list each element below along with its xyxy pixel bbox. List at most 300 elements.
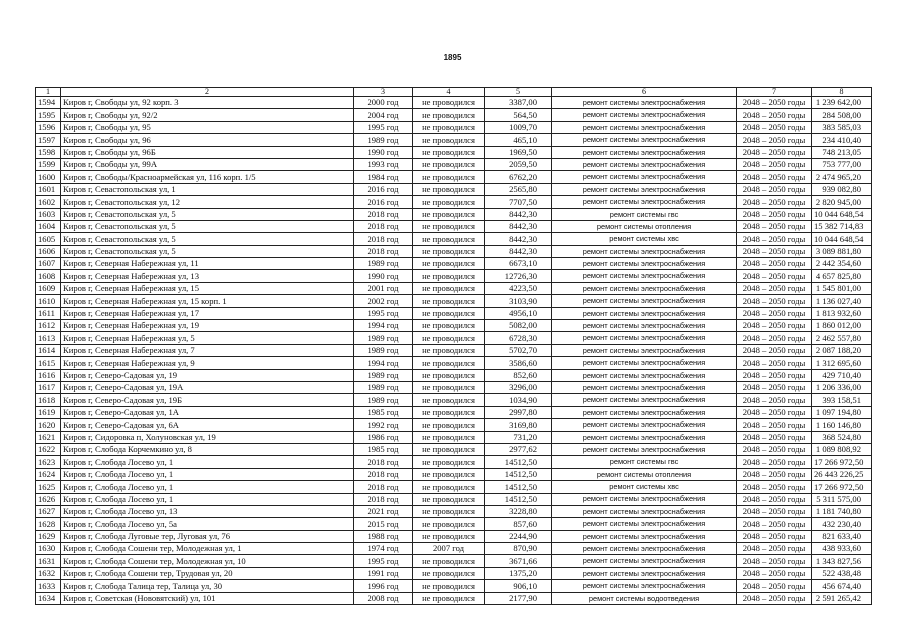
table-row	[36, 270, 872, 282]
planned-period-cell: 2048 – 2050 годы	[737, 109, 812, 121]
address-cell: Киров г, Северо-Садовая ул, 19А	[61, 381, 354, 393]
row-number-cell: 1603	[36, 208, 61, 220]
estimated-cost-cell: 5 311 575,00	[812, 493, 872, 505]
work-type-cell: ремонт системы гвс	[552, 208, 737, 220]
row-number-cell: 1615	[36, 357, 61, 369]
table-row	[36, 282, 872, 294]
total-area-cell: 5702,70	[485, 344, 552, 356]
work-type-cell: ремонт системы электроснабжения	[552, 245, 737, 257]
table-row	[36, 431, 872, 443]
total-area-cell: 857,60	[485, 518, 552, 530]
last-repair-year-cell: не проводился	[413, 146, 485, 158]
row-number-cell: 1618	[36, 394, 61, 406]
total-area-cell: 8442,30	[485, 245, 552, 257]
address-cell: Киров г, Северо-Садовая ул, 19	[61, 369, 354, 381]
work-type-cell: ремонт системы отопления	[552, 220, 737, 232]
table-row	[36, 505, 872, 517]
address-cell: Киров г, Северная Набережная ул, 13	[61, 270, 354, 282]
work-type-cell: ремонт системы электроснабжения	[552, 518, 737, 530]
work-type-cell: ремонт системы электроснабжения	[552, 332, 737, 344]
work-type-cell: ремонт системы электроснабжения	[552, 134, 737, 146]
last-repair-year-cell: не проводился	[413, 468, 485, 480]
estimated-cost-cell: 26 443 226,25	[812, 468, 872, 480]
estimated-cost-cell: 432 230,40	[812, 518, 872, 530]
total-area-cell: 3228,80	[485, 505, 552, 517]
planned-period-cell: 2048 – 2050 годы	[737, 406, 812, 418]
address-cell: Киров г, Слобода Сошени тер, Молодежная ул, 10	[61, 555, 354, 567]
address-cell: Киров г, Севастопольская ул, 5	[61, 233, 354, 245]
row-number-cell: 1629	[36, 530, 61, 542]
total-area-cell: 14512,50	[485, 493, 552, 505]
planned-period-cell: 2048 – 2050 годы	[737, 134, 812, 146]
estimated-cost-cell: 1 545 801,00	[812, 282, 872, 294]
total-area-cell: 6728,30	[485, 332, 552, 344]
column-number: 4	[413, 88, 485, 97]
row-number-cell: 1605	[36, 233, 61, 245]
column-number: 6	[552, 88, 737, 97]
table-row	[36, 518, 872, 530]
estimated-cost-cell: 429 710,40	[812, 369, 872, 381]
work-type-cell: ремонт системы хвс	[552, 481, 737, 493]
last-repair-year-cell: не проводился	[413, 394, 485, 406]
estimated-cost-cell: 748 213,05	[812, 146, 872, 158]
year-built-cell: 1992 год	[354, 419, 413, 431]
row-number-cell: 1632	[36, 567, 61, 579]
total-area-cell: 3671,66	[485, 555, 552, 567]
last-repair-year-cell: не проводился	[413, 320, 485, 332]
row-number-cell: 1613	[36, 332, 61, 344]
last-repair-year-cell: не проводился	[413, 208, 485, 220]
total-area-cell: 1009,70	[485, 121, 552, 133]
last-repair-year-cell: не проводился	[413, 97, 485, 109]
total-area-cell: 14512,50	[485, 456, 552, 468]
estimated-cost-cell: 1 089 808,92	[812, 443, 872, 455]
planned-period-cell: 2048 – 2050 годы	[737, 381, 812, 393]
last-repair-year-cell: 2007 год	[413, 543, 485, 555]
table-row	[36, 592, 872, 604]
work-type-cell: ремонт системы электроснабжения	[552, 530, 737, 542]
last-repair-year-cell: не проводился	[413, 555, 485, 567]
address-cell: Киров г, Севастопольская ул, 5	[61, 245, 354, 257]
year-built-cell: 1995 год	[354, 555, 413, 567]
last-repair-year-cell: не проводился	[413, 580, 485, 592]
address-cell: Киров г, Слобода Лосево ул, 1	[61, 468, 354, 480]
work-type-cell: ремонт системы электроснабжения	[552, 320, 737, 332]
year-built-cell: 2000 год	[354, 97, 413, 109]
table-row	[36, 97, 872, 109]
total-area-cell: 12726,30	[485, 270, 552, 282]
row-number-cell: 1597	[36, 134, 61, 146]
row-number-cell: 1625	[36, 481, 61, 493]
planned-period-cell: 2048 – 2050 годы	[737, 481, 812, 493]
estimated-cost-cell: 1 206 336,00	[812, 381, 872, 393]
estimated-cost-cell: 10 044 648,54	[812, 208, 872, 220]
address-cell: Киров г, Слобода Луговые тер, Луговая ул, 76	[61, 530, 354, 542]
address-cell: Киров г, Свободы ул, 99А	[61, 158, 354, 170]
planned-period-cell: 2048 – 2050 годы	[737, 208, 812, 220]
table-row	[36, 158, 872, 170]
work-type-cell: ремонт системы электроснабжения	[552, 357, 737, 369]
address-cell: Киров г, Севастопольская ул, 5	[61, 208, 354, 220]
total-area-cell: 1969,50	[485, 146, 552, 158]
estimated-cost-cell: 1 097 194,80	[812, 406, 872, 418]
year-built-cell: 2002 год	[354, 295, 413, 307]
planned-period-cell: 2048 – 2050 годы	[737, 493, 812, 505]
row-number-cell: 1600	[36, 171, 61, 183]
year-built-cell: 1990 год	[354, 270, 413, 282]
planned-period-cell: 2048 – 2050 годы	[737, 543, 812, 555]
address-cell: Киров г, Слобода Лосево ул, 5а	[61, 518, 354, 530]
last-repair-year-cell: не проводился	[413, 344, 485, 356]
last-repair-year-cell: не проводился	[413, 518, 485, 530]
last-repair-year-cell: не проводился	[413, 456, 485, 468]
table-row	[36, 121, 872, 133]
planned-period-cell: 2048 – 2050 годы	[737, 456, 812, 468]
table-row	[36, 134, 872, 146]
last-repair-year-cell: не проводился	[413, 233, 485, 245]
row-number-cell: 1628	[36, 518, 61, 530]
last-repair-year-cell: не проводился	[413, 481, 485, 493]
year-built-cell: 1985 год	[354, 406, 413, 418]
column-number: 3	[354, 88, 413, 97]
work-type-cell: ремонт системы электроснабжения	[552, 505, 737, 517]
row-number-cell: 1604	[36, 220, 61, 232]
address-cell: Киров г, Советская (Нововятский) ул, 101	[61, 592, 354, 604]
column-number: 7	[737, 88, 812, 97]
total-area-cell: 7707,50	[485, 196, 552, 208]
work-type-cell: ремонт системы электроснабжения	[552, 493, 737, 505]
row-number-cell: 1596	[36, 121, 61, 133]
total-area-cell: 4223,50	[485, 282, 552, 294]
work-type-cell: ремонт системы электроснабжения	[552, 543, 737, 555]
address-cell: Киров г, Северная Набережная ул, 17	[61, 307, 354, 319]
planned-period-cell: 2048 – 2050 годы	[737, 282, 812, 294]
year-built-cell: 2004 год	[354, 109, 413, 121]
last-repair-year-cell: не проводился	[413, 357, 485, 369]
total-area-cell: 852,60	[485, 369, 552, 381]
estimated-cost-cell: 234 410,40	[812, 134, 872, 146]
total-area-cell: 906,10	[485, 580, 552, 592]
year-built-cell: 1989 год	[354, 332, 413, 344]
total-area-cell: 3103,90	[485, 295, 552, 307]
work-type-cell: ремонт системы электроснабжения	[552, 146, 737, 158]
year-built-cell: 1985 год	[354, 443, 413, 455]
table-row	[36, 196, 872, 208]
total-area-cell: 8442,30	[485, 208, 552, 220]
row-number-cell: 1602	[36, 196, 61, 208]
last-repair-year-cell: не проводился	[413, 158, 485, 170]
year-built-cell: 1989 год	[354, 394, 413, 406]
address-cell: Киров г, Слобода Лосево ул, 1	[61, 493, 354, 505]
total-area-cell: 6762,20	[485, 171, 552, 183]
work-type-cell: ремонт системы электроснабжения	[552, 258, 737, 270]
year-built-cell: 1994 год	[354, 357, 413, 369]
work-type-cell: ремонт системы электроснабжения	[552, 431, 737, 443]
year-built-cell: 2018 год	[354, 493, 413, 505]
row-number-cell: 1622	[36, 443, 61, 455]
address-cell: Киров г, Северная Набережная ул, 19	[61, 320, 354, 332]
row-number-cell: 1623	[36, 456, 61, 468]
table-row	[36, 233, 872, 245]
estimated-cost-cell: 438 933,60	[812, 543, 872, 555]
address-cell: Киров г, Свободы ул, 95	[61, 121, 354, 133]
total-area-cell: 731,20	[485, 431, 552, 443]
table-row	[36, 493, 872, 505]
estimated-cost-cell: 456 674,40	[812, 580, 872, 592]
work-type-cell: ремонт системы электроснабжения	[552, 394, 737, 406]
last-repair-year-cell: не проводился	[413, 332, 485, 344]
work-type-cell: ремонт системы водоотведения	[552, 592, 737, 604]
table-row	[36, 419, 872, 431]
row-number-cell: 1612	[36, 320, 61, 332]
estimated-cost-cell: 753 777,00	[812, 158, 872, 170]
row-number-cell: 1617	[36, 381, 61, 393]
table-row	[36, 332, 872, 344]
last-repair-year-cell: не проводился	[413, 121, 485, 133]
address-cell: Киров г, Северо-Садовая ул, 6А	[61, 419, 354, 431]
row-number-cell: 1621	[36, 431, 61, 443]
table-row	[36, 543, 872, 555]
work-type-cell: ремонт системы электроснабжения	[552, 109, 737, 121]
table-body	[36, 97, 872, 605]
planned-period-cell: 2048 – 2050 годы	[737, 431, 812, 443]
row-number-cell: 1620	[36, 419, 61, 431]
total-area-cell: 2977,62	[485, 443, 552, 455]
year-built-cell: 2018 год	[354, 468, 413, 480]
column-number: 2	[61, 88, 354, 97]
total-area-cell: 14512,50	[485, 468, 552, 480]
estimated-cost-cell: 284 508,00	[812, 109, 872, 121]
total-area-cell: 465,10	[485, 134, 552, 146]
planned-period-cell: 2048 – 2050 годы	[737, 320, 812, 332]
table-row	[36, 456, 872, 468]
year-built-cell: 1989 год	[354, 369, 413, 381]
year-built-cell: 1989 год	[354, 344, 413, 356]
row-number-cell: 1630	[36, 543, 61, 555]
work-type-cell: ремонт системы электроснабжения	[552, 443, 737, 455]
row-number-cell: 1611	[36, 307, 61, 319]
estimated-cost-cell: 383 585,03	[812, 121, 872, 133]
address-cell: Киров г, Северная Набережная ул, 15 корп. 1	[61, 295, 354, 307]
last-repair-year-cell: не проводился	[413, 505, 485, 517]
year-built-cell: 1984 год	[354, 171, 413, 183]
table-row	[36, 171, 872, 183]
table-row	[36, 406, 872, 418]
last-repair-year-cell: не проводился	[413, 220, 485, 232]
work-type-cell: ремонт системы электроснабжения	[552, 295, 737, 307]
planned-period-cell: 2048 – 2050 годы	[737, 468, 812, 480]
planned-period-cell: 2048 – 2050 годы	[737, 592, 812, 604]
work-type-cell: ремонт системы электроснабжения	[552, 158, 737, 170]
planned-period-cell: 2048 – 2050 годы	[737, 394, 812, 406]
address-cell: Киров г, Свободы ул, 92/2	[61, 109, 354, 121]
page-number: 1895	[443, 53, 462, 62]
total-area-cell: 1375,20	[485, 567, 552, 579]
estimated-cost-cell: 3 089 881,80	[812, 245, 872, 257]
planned-period-cell: 2048 – 2050 годы	[737, 555, 812, 567]
estimated-cost-cell: 17 266 972,50	[812, 481, 872, 493]
row-number-cell: 1599	[36, 158, 61, 170]
table-row	[36, 381, 872, 393]
planned-period-cell: 2048 – 2050 годы	[737, 505, 812, 517]
last-repair-year-cell: не проводился	[413, 381, 485, 393]
last-repair-year-cell: не проводился	[413, 196, 485, 208]
estimated-cost-cell: 2 462 557,80	[812, 332, 872, 344]
work-type-cell: ремонт системы электроснабжения	[552, 381, 737, 393]
work-type-cell: ремонт системы электроснабжения	[552, 307, 737, 319]
total-area-cell: 3169,80	[485, 419, 552, 431]
work-type-cell: ремонт системы электроснабжения	[552, 567, 737, 579]
address-cell: Киров г, Слобода Сошени тер, Молодежная ул, 1	[61, 543, 354, 555]
last-repair-year-cell: не проводился	[413, 270, 485, 282]
year-built-cell: 2018 год	[354, 245, 413, 257]
row-number-cell: 1608	[36, 270, 61, 282]
planned-period-cell: 2048 – 2050 годы	[737, 121, 812, 133]
table-row	[36, 183, 872, 195]
planned-period-cell: 2048 – 2050 годы	[737, 530, 812, 542]
address-cell: Киров г, Свободы/Красноармейская ул, 116 корп. 1/5	[61, 171, 354, 183]
last-repair-year-cell: не проводился	[413, 245, 485, 257]
estimated-cost-cell: 1 136 027,40	[812, 295, 872, 307]
year-built-cell: 2001 год	[354, 282, 413, 294]
work-type-cell: ремонт системы электроснабжения	[552, 171, 737, 183]
estimated-cost-cell: 1 813 932,60	[812, 307, 872, 319]
column-number: 5	[485, 88, 552, 97]
planned-period-cell: 2048 – 2050 годы	[737, 357, 812, 369]
work-type-cell: ремонт системы электроснабжения	[552, 121, 737, 133]
total-area-cell: 2059,50	[485, 158, 552, 170]
table-row	[36, 468, 872, 480]
total-area-cell: 2565,80	[485, 183, 552, 195]
total-area-cell: 2244,90	[485, 530, 552, 542]
planned-period-cell: 2048 – 2050 годы	[737, 171, 812, 183]
work-type-cell: ремонт системы электроснабжения	[552, 97, 737, 109]
row-number-cell: 1595	[36, 109, 61, 121]
estimated-cost-cell: 1 343 827,56	[812, 555, 872, 567]
address-cell: Киров г, Северная Набережная ул, 11	[61, 258, 354, 270]
estimated-cost-cell: 1 312 695,60	[812, 357, 872, 369]
address-cell: Киров г, Северо-Садовая ул, 19Б	[61, 394, 354, 406]
table-row	[36, 443, 872, 455]
address-cell: Киров г, Северо-Садовая ул, 1А	[61, 406, 354, 418]
work-type-cell: ремонт системы электроснабжения	[552, 183, 737, 195]
table-row	[36, 258, 872, 270]
last-repair-year-cell: не проводился	[413, 406, 485, 418]
year-built-cell: 2018 год	[354, 481, 413, 493]
estimated-cost-cell: 10 044 648,54	[812, 233, 872, 245]
table-row	[36, 295, 872, 307]
address-cell: Киров г, Севастопольская ул, 5	[61, 220, 354, 232]
table-row	[36, 369, 872, 381]
address-cell: Киров г, Слобода Талица тер, Талица ул, 30	[61, 580, 354, 592]
year-built-cell: 1989 год	[354, 134, 413, 146]
address-cell: Киров г, Слобода Лосево ул, 1	[61, 481, 354, 493]
last-repair-year-cell: не проводился	[413, 295, 485, 307]
table-row	[36, 344, 872, 356]
table-row	[36, 530, 872, 542]
total-area-cell: 3586,60	[485, 357, 552, 369]
last-repair-year-cell: не проводился	[413, 443, 485, 455]
planned-period-cell: 2048 – 2050 годы	[737, 97, 812, 109]
estimated-cost-cell: 522 438,48	[812, 567, 872, 579]
work-type-cell: ремонт системы электроснабжения	[552, 555, 737, 567]
year-built-cell: 1989 год	[354, 258, 413, 270]
last-repair-year-cell: не проводился	[413, 307, 485, 319]
table-row	[36, 580, 872, 592]
table-row	[36, 320, 872, 332]
planned-period-cell: 2048 – 2050 годы	[737, 518, 812, 530]
planned-period-cell: 2048 – 2050 годы	[737, 295, 812, 307]
estimated-cost-cell: 1 160 146,80	[812, 419, 872, 431]
total-area-cell: 5082,00	[485, 320, 552, 332]
estimated-cost-cell: 2 474 965,20	[812, 171, 872, 183]
row-number-cell: 1607	[36, 258, 61, 270]
planned-period-cell: 2048 – 2050 годы	[737, 332, 812, 344]
total-area-cell: 3387,00	[485, 97, 552, 109]
work-type-cell: ремонт системы электроснабжения	[552, 282, 737, 294]
column-number: 1	[36, 88, 61, 97]
estimated-cost-cell: 393 158,51	[812, 394, 872, 406]
address-cell: Киров г, Севастопольская ул, 1	[61, 183, 354, 195]
year-built-cell: 1995 год	[354, 307, 413, 319]
year-built-cell: 1974 год	[354, 543, 413, 555]
estimated-cost-cell: 939 082,80	[812, 183, 872, 195]
planned-period-cell: 2048 – 2050 годы	[737, 158, 812, 170]
estimated-cost-cell: 2 087 188,20	[812, 344, 872, 356]
table-row	[36, 146, 872, 158]
last-repair-year-cell: не проводился	[413, 134, 485, 146]
planned-period-cell: 2048 – 2050 годы	[737, 245, 812, 257]
work-type-cell: ремонт системы отопления	[552, 468, 737, 480]
year-built-cell: 1995 год	[354, 121, 413, 133]
capital-repair-table	[35, 87, 872, 605]
planned-period-cell: 2048 – 2050 годы	[737, 233, 812, 245]
row-number-cell: 1606	[36, 245, 61, 257]
year-built-cell: 1988 год	[354, 530, 413, 542]
planned-period-cell: 2048 – 2050 годы	[737, 258, 812, 270]
estimated-cost-cell: 1 860 012,00	[812, 320, 872, 332]
last-repair-year-cell: не проводился	[413, 419, 485, 431]
table-row	[36, 567, 872, 579]
work-type-cell: ремонт системы гвс	[552, 456, 737, 468]
last-repair-year-cell: не проводился	[413, 431, 485, 443]
total-area-cell: 870,90	[485, 543, 552, 555]
last-repair-year-cell: не проводился	[413, 282, 485, 294]
total-area-cell: 564,50	[485, 109, 552, 121]
last-repair-year-cell: не проводился	[413, 183, 485, 195]
row-number-cell: 1627	[36, 505, 61, 517]
work-type-cell: ремонт системы электроснабжения	[552, 406, 737, 418]
table-row	[36, 109, 872, 121]
last-repair-year-cell: не проводился	[413, 530, 485, 542]
year-built-cell: 2016 год	[354, 196, 413, 208]
row-number-cell: 1619	[36, 406, 61, 418]
table-row	[36, 555, 872, 567]
year-built-cell: 1996 год	[354, 580, 413, 592]
row-number-cell: 1614	[36, 344, 61, 356]
last-repair-year-cell: не проводился	[413, 171, 485, 183]
estimated-cost-cell: 4 657 825,80	[812, 270, 872, 282]
row-number-cell: 1631	[36, 555, 61, 567]
estimated-cost-cell: 17 266 972,50	[812, 456, 872, 468]
total-area-cell: 8442,30	[485, 220, 552, 232]
total-area-cell: 4956,10	[485, 307, 552, 319]
planned-period-cell: 2048 – 2050 годы	[737, 307, 812, 319]
address-cell: Киров г, Свободы ул, 96Б	[61, 146, 354, 158]
year-built-cell: 1990 год	[354, 146, 413, 158]
planned-period-cell: 2048 – 2050 годы	[737, 369, 812, 381]
row-number-cell: 1609	[36, 282, 61, 294]
